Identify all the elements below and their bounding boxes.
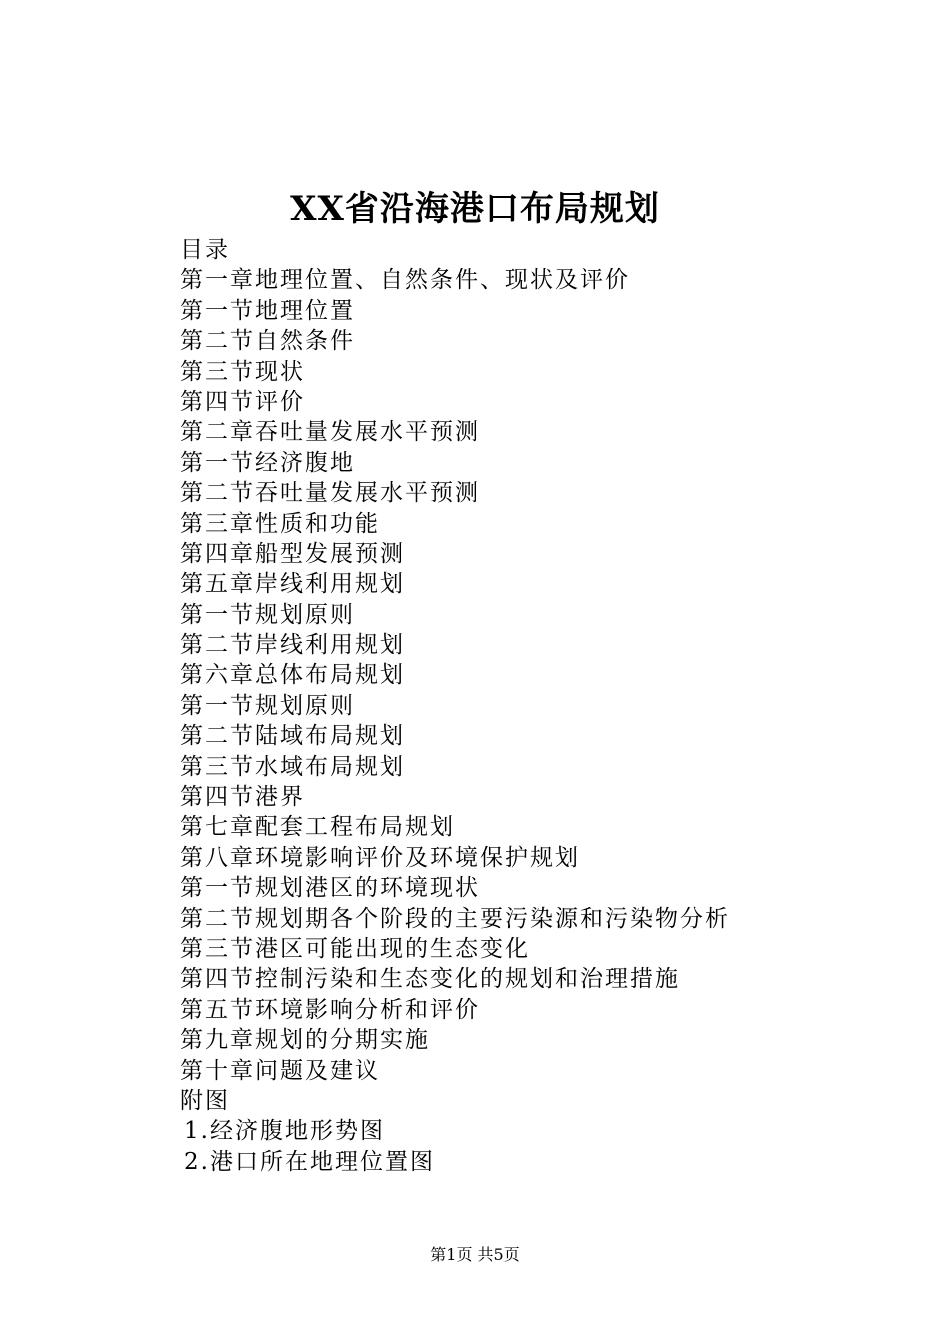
page-number-footer: 第1页 共5页 — [430, 1245, 520, 1264]
toc-section: 第二节岸线利用规划 — [180, 632, 405, 659]
toc-chapter: 第十章问题及建议 — [180, 1057, 380, 1084]
toc-chapter: 第八章环境影响评价及环境保护规划 — [180, 844, 580, 871]
toc-chapter: 第九章规划的分期实施 — [180, 1027, 430, 1054]
toc-section: 第三节现状 — [180, 358, 305, 385]
toc-section: 第一节地理位置 — [180, 297, 355, 324]
document-title: XX省沿海港口布局规划 — [290, 189, 660, 229]
toc-chapter: 第四章船型发展预测 — [180, 540, 405, 567]
toc-section: 第二节陆域布局规划 — [180, 723, 405, 750]
toc-section: 第三节港区可能出现的生态变化 — [180, 935, 530, 962]
toc-section: 第一节规划港区的环境现状 — [180, 875, 480, 902]
toc-chapter: 第五章岸线利用规划 — [180, 571, 405, 598]
table-of-contents — [180, 235, 880, 1177]
toc-chapter: 第六章总体布局规划 — [180, 662, 405, 689]
toc-section: 第一节规划原则 — [180, 601, 355, 628]
toc-chapter: 第七章配套工程布局规划 — [180, 814, 455, 841]
toc-section: 第一节规划原则 — [180, 692, 355, 719]
toc-section: 第四节港界 — [180, 784, 305, 811]
toc-heading: 目录 — [180, 237, 230, 263]
toc-chapter: 第二章吞吐量发展水平预测 — [180, 419, 480, 446]
toc-appendix-heading: 附图 — [180, 1087, 230, 1114]
toc-appendix-item: 2.港口所在地理位置图 — [184, 1148, 435, 1175]
toc-section: 第五节环境影响分析和评价 — [180, 996, 480, 1023]
toc-section: 第二节吞吐量发展水平预测 — [180, 480, 480, 507]
toc-section: 第四节评价 — [180, 388, 305, 415]
toc-section: 第二节规划期各个阶段的主要污染源和污染物分析 — [180, 905, 730, 932]
toc-section: 第四节控制污染和生态变化的规划和治理措施 — [180, 966, 680, 993]
toc-chapter: 第一章地理位置、自然条件、现状及评价 — [180, 267, 630, 294]
toc-chapter: 第三章性质和功能 — [180, 510, 380, 537]
toc-section: 第一节经济腹地 — [180, 449, 355, 476]
toc-appendix-item: 1.经济腹地形势图 — [184, 1118, 385, 1145]
toc-section: 第二节自然条件 — [180, 328, 355, 355]
toc-section: 第三节水域布局规划 — [180, 753, 405, 780]
